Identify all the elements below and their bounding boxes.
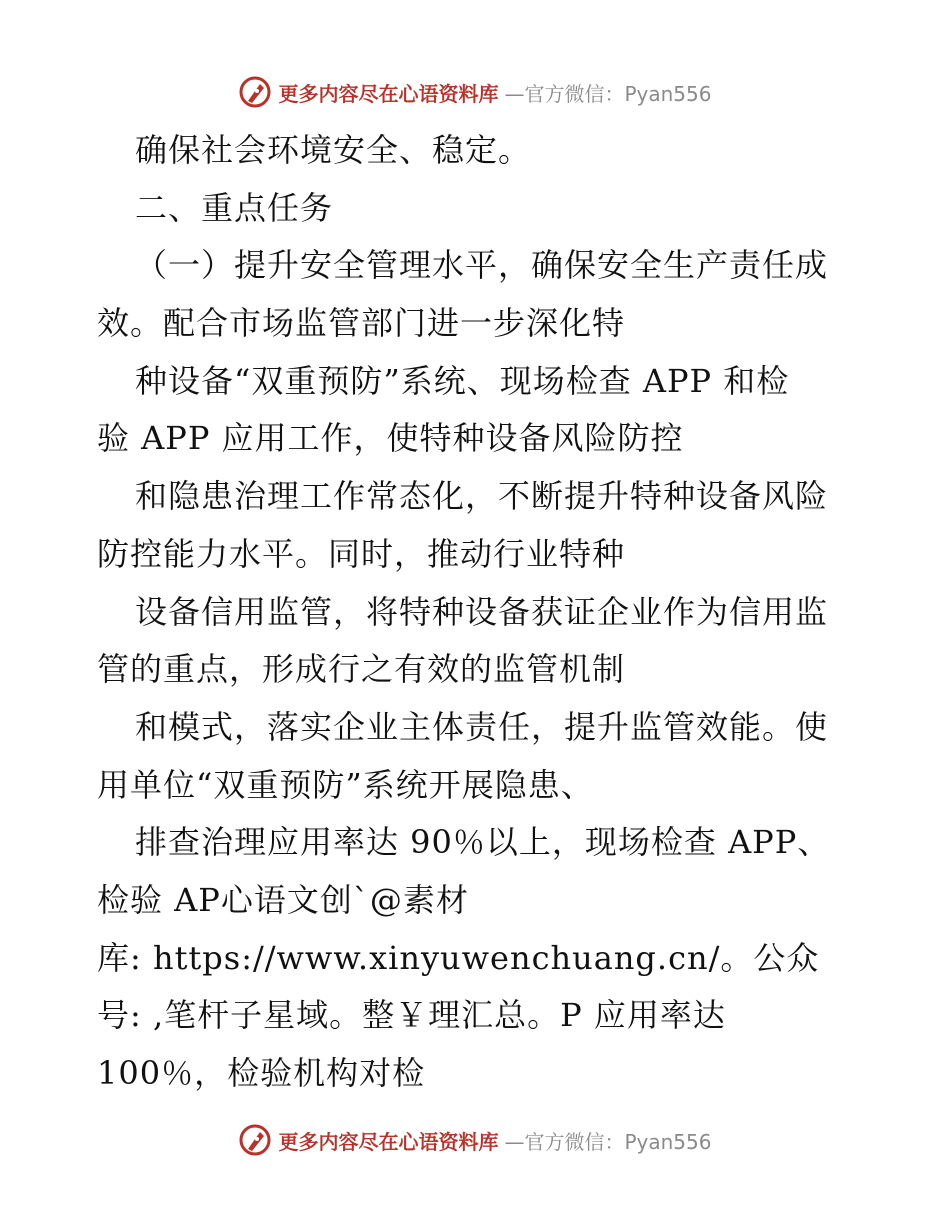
text-line: 确保社会环境安全、稳定。 (135, 131, 532, 169)
text-line: 和模式，落实企业主体责任，提升监管效能。使 (135, 707, 829, 746)
text-line: 用单位“双重预防”系统开展隐患、 (97, 765, 594, 804)
document-body (97, 122, 857, 1103)
text-line: 和隐患治理工作常态化，不断提升特种设备风险 (135, 477, 829, 516)
section-heading: 二、重点任务 (135, 188, 334, 227)
banner-brand-text: 更多内容尽在心语资料库 (278, 1129, 499, 1154)
pen-nib-logo-icon (238, 75, 272, 109)
banner-contact-text: —官方微信：Pyan556 (504, 1129, 712, 1154)
banner-brand-text: 更多内容尽在心语资料库 (278, 81, 499, 106)
text-line: 验 APP 应用工作，使特种设备风险防控 (97, 419, 684, 458)
text-line: 防控能力水平。同时，推动行业特种 (97, 534, 626, 573)
text-line: （一）提升安全管理水平，确保安全生产责任成 (135, 246, 829, 285)
pen-nib-logo-icon (238, 1123, 272, 1157)
banner-contact-text: —官方微信：Pyan556 (504, 81, 712, 106)
header-banner (0, 72, 950, 112)
text-line: 库: https://www.xinyuwenchuang.cn/。公众 (97, 938, 820, 977)
text-line: 效。配合市场监管部门进一步深化特 (97, 304, 626, 343)
text-line: 100％，检验机构对检 (97, 1054, 426, 1092)
text-line: 号: ,笔杆子星域。整￥理汇总。P 应用率达 (97, 996, 726, 1035)
footer-banner (0, 1120, 950, 1160)
text-line: 检验 AP心语文创`@素材 (97, 880, 469, 919)
text-line: 管的重点，形成行之有效的监管机制 (97, 650, 626, 689)
text-line: 排查治理应用率达 90％以上，现场检查 APP、 (135, 823, 831, 862)
text-line: 设备信用监管，将特种设备获证企业作为信用监 (135, 592, 829, 631)
text-line: 种设备“双重预防”系统、现场检查 APP 和检 (135, 361, 790, 400)
